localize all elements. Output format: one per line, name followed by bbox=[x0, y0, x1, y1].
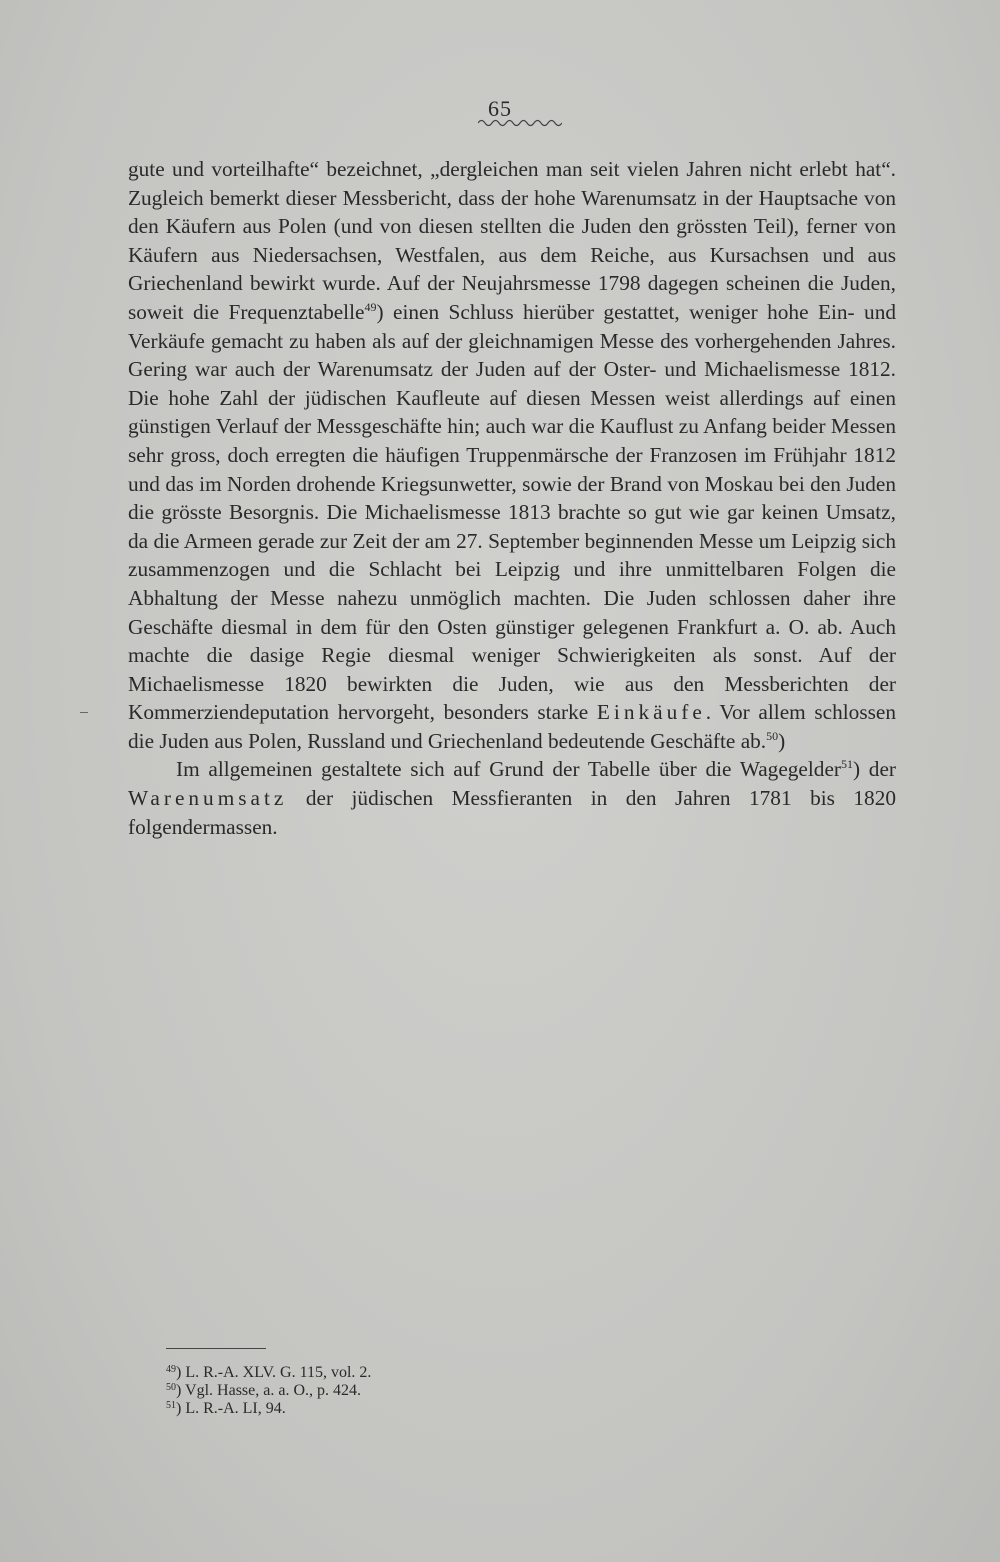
text-segment: ) der bbox=[853, 757, 896, 782]
text-segment: ) einen Schluss hierüber gestattet, weniger hohe Ein- und Verkäufe gemacht zu haben als auf der gleichnamigen Messe des vorhergehenden Jahres. Gering war auch der Warenumsatz der Juden auf der Oster- und Michaelismesse 1812. Die hohe Zahl der jüdischen Kaufleute auf diesen Messen weist allerdings auf einen günstigen Verlauf der Messgeschäfte hin; auch war die Kauflust zu Anfang beider Messen sehr gross, doch erregten die häufigen Truppenmärsche der Franzosen im Frühjahr 1812 und das im Norden drohende Kriegsunwetter, sowie der Brand von Moskau bei den Juden die grösste Besorgnis. Die Michaelismesse 1813 brachte so gut wie gar keinen Umsatz, da die Armeen gerade zur Zeit der am 27. September beginnenden Messe um Leipzig sich zusammenzogen und die Schlacht bei Leipzig und ihre unmittelbaren Folgen die Abhaltung der Messe nahezu unmöglich machten. Die Juden schlossen daher ihre Geschäfte diesmal in dem für den Osten günstiger gelegenen Frankfurt a. O. ab. Auch machte die dasige Regie diesmal weniger Schwierigkeiten als sonst. Auf der Michaelismesse 1820 bewirkten die Juden, wie aus den Messberichten der Kommerziendeputation hervorgeht, besonders starke bbox=[128, 299, 896, 725]
footnote-text: ) L. R.-A. LI, 94. bbox=[176, 1400, 286, 1417]
main-text bbox=[128, 155, 896, 841]
text-segment: Im allgemeinen gestaltete sich auf Grund der Tabelle über die Wagegelder bbox=[176, 757, 841, 782]
emphasized-word: Einkäufe bbox=[596, 700, 706, 725]
footnotes bbox=[166, 1364, 766, 1418]
footnote-separator bbox=[166, 1348, 266, 1349]
footnote-number: 51 bbox=[166, 1400, 176, 1411]
footnote-text: ) L. R.-A. XLV. G. 115, vol. 2. bbox=[176, 1364, 372, 1381]
text-segment: . Vor allem schlossen die Juden aus Polen, Russland und Griechenland bedeutende Geschäfte ab. bbox=[128, 700, 896, 753]
footnote bbox=[166, 1400, 766, 1418]
margin-mark bbox=[80, 712, 88, 713]
footnote-ref-51: 51 bbox=[841, 757, 853, 772]
footnote-ref-50: 50 bbox=[766, 728, 779, 743]
footnote-text: ) Vgl. Hasse, a. a. O., p. 424. bbox=[176, 1382, 362, 1399]
footnote bbox=[166, 1382, 766, 1400]
text-segment: der jüdischen Messfieranten in den Jahren 1781 bis 1820 folgendermassen. bbox=[128, 786, 896, 839]
paragraph-2 bbox=[128, 755, 896, 841]
footnote bbox=[166, 1364, 766, 1382]
footnote-number: 49 bbox=[166, 1364, 176, 1375]
footnote-number: 50 bbox=[166, 1382, 176, 1393]
wavy-underline-ornament bbox=[478, 118, 562, 128]
text-segment: gute und vorteilhafte“ bezeichnet, „dergleichen man seit vielen Jahren nicht erlebt hat“. Zugleich bemerkt dieser Messbericht, dass der hohe Warenumsatz in der Hauptsache von den Käufern aus Polen (und von diesen stellten die Juden den grössten Teil), ferner von Käufern aus Niedersachsen, Westfalen, aus dem Reiche, aus Kursachsen und aus Griechenland bewirkt wurde. Auf der Neujahrsmesse 1798 dagegen scheinen die Juden, soweit die Frequenztabelle bbox=[128, 157, 896, 324]
footnote-ref-49: 49 bbox=[364, 299, 377, 314]
text-segment: ) bbox=[778, 728, 786, 753]
emphasized-word: Warenumsatz bbox=[128, 786, 288, 811]
paragraph-1 bbox=[128, 155, 896, 755]
page-number: 65 bbox=[488, 96, 512, 121]
